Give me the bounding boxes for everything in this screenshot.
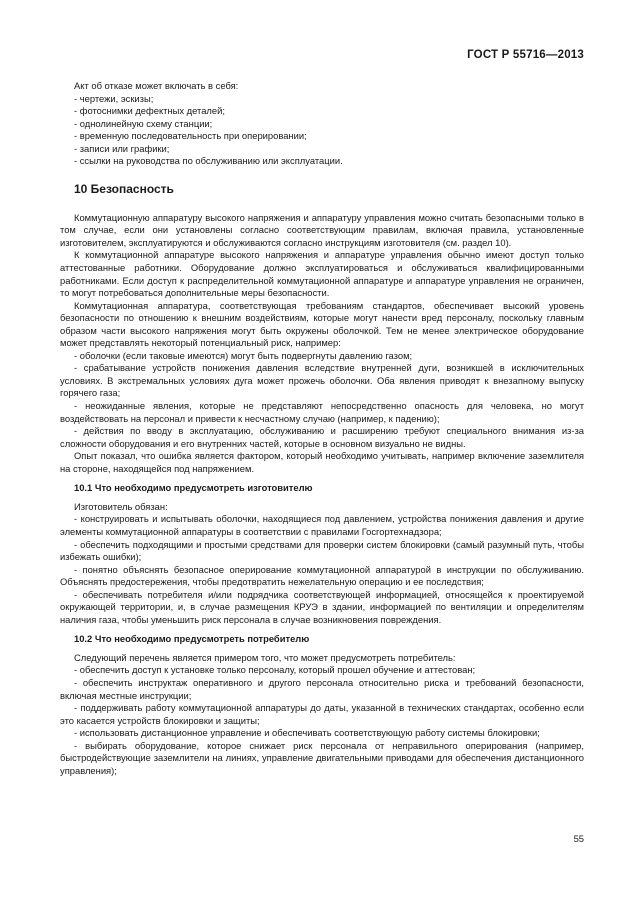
section-10-1-paragraph: - понятно объяснять безопасное оперирование коммутационной аппаратурой в инструкции по обслуживанию. Объяснять предостережения, чтобы предотвратить нежелательную операцию и ее последствия; xyxy=(60,563,584,588)
section-10-2-paragraph: - поддерживать работу коммутационной аппаратуры до даты, указанной в технических стандартах, особенно если это касается устройств блокировки и защиты; xyxy=(60,702,584,726)
section-10-2-paragraph: - обеспечить доступ к установке только персоналу, который прошел обучение и аттестован; xyxy=(74,664,476,676)
intro-list-item: - записи или графики; xyxy=(74,142,170,154)
section-10-paragraph: - срабатывание устройств понижения давления вследствие внутренней дуги, возникшей в исключительных условиях. В экстремальных условиях дуга может прожечь оболочки. Оба явления приводят к внезапному выпуску горячего газа; xyxy=(60,362,584,399)
section-10-paragraph: - неожиданные явления, которые не представляют непосредственно опасность для человека, но могут воздействовать на персонал и привести к несчастному случаю (например, к падению); xyxy=(60,400,584,424)
section-10-paragraph: - оболочки (если таковые имеются) могут быть подвергнуты давлению газом; xyxy=(74,349,413,361)
section-10-2-paragraph: - выбирать оборудование, которое снижает риск персонала от неправильного оперирования (например, быстродействующие заземлители на линиях, управление двигательными приводами для обеспечения дистанционного управления); xyxy=(60,739,584,776)
section-10-paragraph: Коммутационная аппаратура, соответствующая требованиям стандартов, обеспечивает высокий уровень безопасности по отношению к внешним воздействиям, которые могут нанести вред персоналу, поскольку главным образом части высокого напряжения могут быть окружены оболочкой. Тем не менее электрическое оборудование может представлять некоторый потенциальный риск, например: xyxy=(60,299,584,349)
section-10-1-paragraph: - обеспечить подходящими и простыми средствами для проверки систем блокировки (самый разумный путь, чтобы избежать ошибки); xyxy=(60,538,584,563)
intro-list-item: - временную последовательность при оперировании; xyxy=(74,130,307,142)
intro-lead: Акт об отказе может включать в себя: xyxy=(74,80,239,91)
intro-list-item: - фотоснимки дефектных деталей; xyxy=(74,105,225,117)
section-10-2-paragraph: - обеспечить инструктаж оперативного и другого персонала относительно риска и требований безопасности, включая местные инструкции; xyxy=(60,676,584,701)
section-10-paragraph: Коммутационную аппаратуру высокого напряжения и аппаратуру управления можно считать безопасными только в том случае, если они установлены согласно соответствующим правилам, включая правила, установленные изготовителем, эксплуатируются и обслуживаются согласно инструкциям изготовителя (см. раздел 10). xyxy=(60,211,584,248)
intro-list-item: - ссылки на руководства по обслуживанию или эксплуатации. xyxy=(74,155,343,167)
section-10-1-heading: 10.1 Что необходимо предусмотреть изготовителю xyxy=(74,482,313,494)
intro-list-item: - однолинейную схему станции; xyxy=(74,117,213,129)
section-10-2-heading: 10.2 Что необходимо предусмотреть потребителю xyxy=(74,633,310,645)
section-10-paragraph: - действия по вводу в эксплуатацию, обслуживанию и расширению требуют специального внимания из-за сложности оборудования и его внутренних частей, которые в основном визуально не видны. xyxy=(60,425,584,449)
page-content xyxy=(60,80,584,777)
section-10-2-paragraph: - использовать дистанционное управление и обеспечивать соответствующую работу системы блокировки; xyxy=(74,727,540,739)
section-10-paragraph: Опыт показал, что ошибка является фактором, который необходимо учитывать, например включение заземлителя на стороне, находящейся под напряжением. xyxy=(60,450,584,474)
section-10-1-paragraph: - обеспечивать потребителя и/или подрядчика соответствующей информацией, относящейся к проектируемой окружающей территории, и, в случае размещения КРУЭ в здании, информацией по вентиляции и определителям наличия газа, чтобы уменьшить риск персонала в случае возникновения повреждения. xyxy=(60,588,584,625)
section-10-2-paragraph: Следующий перечень является примером того, что может предусмотреть потребитель: xyxy=(74,651,456,663)
intro-list-item: - чертежи, эскизы; xyxy=(74,92,154,104)
section-10-1-paragraph: - конструировать и испытывать оболочки, находящиеся под давлением, устройства понижения давления и другие элементы коммутационной аппаратуры в соответствии с правилами Госгортехнадзора; xyxy=(60,513,584,537)
section-10-1-paragraph: Изготовитель обязан: xyxy=(74,500,168,512)
page-number: 55 xyxy=(573,833,584,844)
document-code-header: ГОСТ Р 55716—2013 xyxy=(467,49,584,61)
section-10-paragraph: К коммутационной аппаратуре высокого напряжения и аппаратуре управления обычно имеют доступ только аттестованные работники. Оборудование должно эксплуатироваться и обслуживаться квалифицированными работниками. Если доступ к распределительной коммутационной аппаратуре и аппаратуре управления не ограничен, то могут потребоваться дополнительные меры безопасности. xyxy=(60,249,584,299)
section-10-heading: 10 Безопасность xyxy=(74,181,174,196)
